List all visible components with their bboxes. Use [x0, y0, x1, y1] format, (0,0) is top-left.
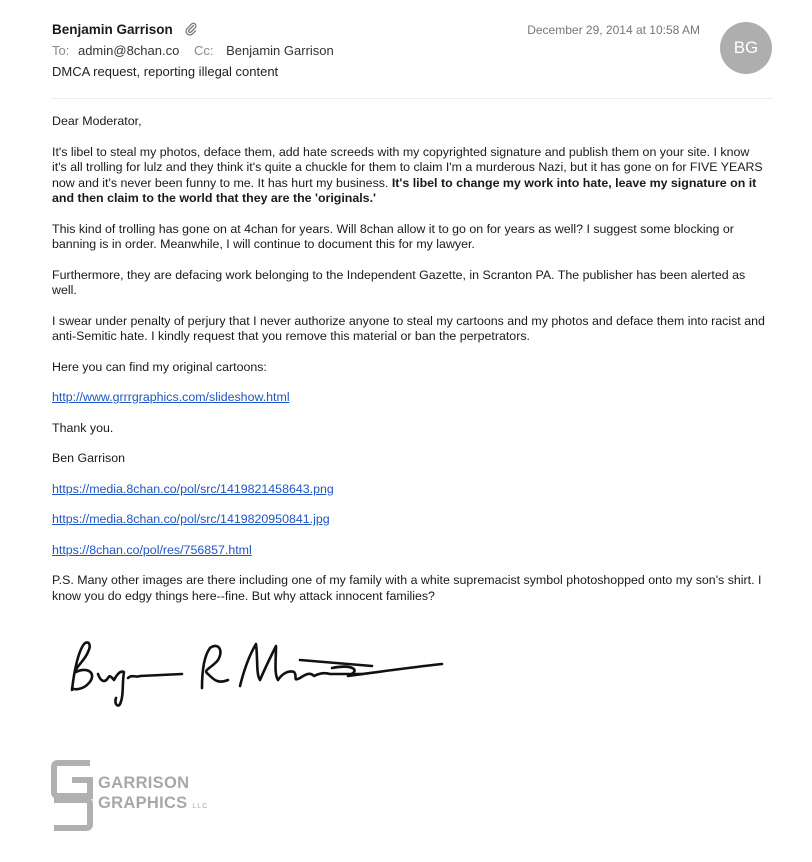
- cc-recipient[interactable]: Benjamin Garrison: [226, 43, 334, 58]
- paragraph-3: Furthermore, they are defacing work belonging to the Independent Gazette, in Scranton PA. The publisher has been alerted as well.: [52, 267, 746, 297]
- thanks: Thank you.: [52, 420, 114, 435]
- paragraph-1-text: It's libel to steal my photos, deface them, add hate screeds with my copyrighted signature and publish them on your site. I know it's all trolling for lulz and they think it's quite a chuckle for them to claim I'm a murderous Nazi, but it has gone on for FIVE YEARS now and it's never been funny to me. It has hurt my business.: [52, 144, 763, 190]
- cartoons-link[interactable]: http://www.grrrgraphics.com/slideshow.html: [52, 390, 290, 404]
- link-paragraph-2: [52, 482, 767, 498]
- logo-llc: LLC: [192, 803, 209, 810]
- signature: [62, 630, 452, 710]
- garrison-graphics-logo: [50, 758, 230, 834]
- sender-name[interactable]: Benjamin Garrison: [52, 22, 173, 37]
- image-link-2[interactable]: https://media.8chan.co/pol/src/1419820950841.jpg: [52, 512, 330, 526]
- paperclip-icon[interactable]: [185, 22, 197, 36]
- logo-text: [98, 773, 208, 817]
- message-header: [52, 18, 772, 99]
- image-link-1[interactable]: https://media.8chan.co/pol/src/1419821458643.png: [52, 481, 334, 496]
- logo-line-2-text: GRAPHICS: [98, 794, 188, 812]
- logo-line-2: [98, 793, 208, 817]
- link-paragraph-3: [52, 512, 767, 528]
- cc-label: Cc:: [193, 43, 214, 58]
- paragraph-1-bold: It's libel to change my work into hate, leave my signature on it and then claim to the world that they are the 'originals.': [52, 175, 757, 205]
- sender-avatar[interactable]: BG: [720, 22, 772, 74]
- message-date: December 29, 2014 at 10:58 AM: [527, 23, 700, 37]
- link-paragraph-1: [52, 390, 767, 406]
- garrison-logo-mark: [50, 758, 94, 832]
- recipients-line: [52, 43, 334, 58]
- greeting: Dear Moderator,: [52, 114, 142, 128]
- to-recipient[interactable]: admin@8chan.co: [77, 43, 180, 58]
- message-body: [52, 114, 767, 619]
- paragraph-4: I swear under penalty of perjury that I never authorize anyone to steal my cartoons and my photos and deface them into racist and anti-Semitic hate. I kindly request that you remove this material or ban the perpetrators.: [52, 313, 765, 343]
- paragraph-2: This kind of trolling has gone on at 4chan for years. Will 8chan allow it to go on for years as well? I suggest some blocking or banning is in order. Meanwhile, I will continue to document this for my lawyer.: [52, 221, 734, 251]
- logo-line-1: GARRISON: [98, 774, 190, 792]
- to-label: To:: [52, 43, 70, 58]
- link-paragraph-4: [52, 543, 767, 559]
- paragraph-5: Here you can find my original cartoons:: [52, 359, 267, 374]
- paragraph-1: [52, 145, 767, 207]
- thread-link[interactable]: https://8chan.co/pol/res/756857.html: [52, 542, 252, 557]
- postscript: P.S. Many other images are there including one of my family with a white supremacist symbol photoshopped onto my son's shirt. I know you do edgy things here--fine. But why attack innocent families?: [52, 573, 762, 603]
- sender-signoff: Ben Garrison: [52, 451, 126, 465]
- message-subject: DMCA request, reporting illegal content: [52, 64, 279, 79]
